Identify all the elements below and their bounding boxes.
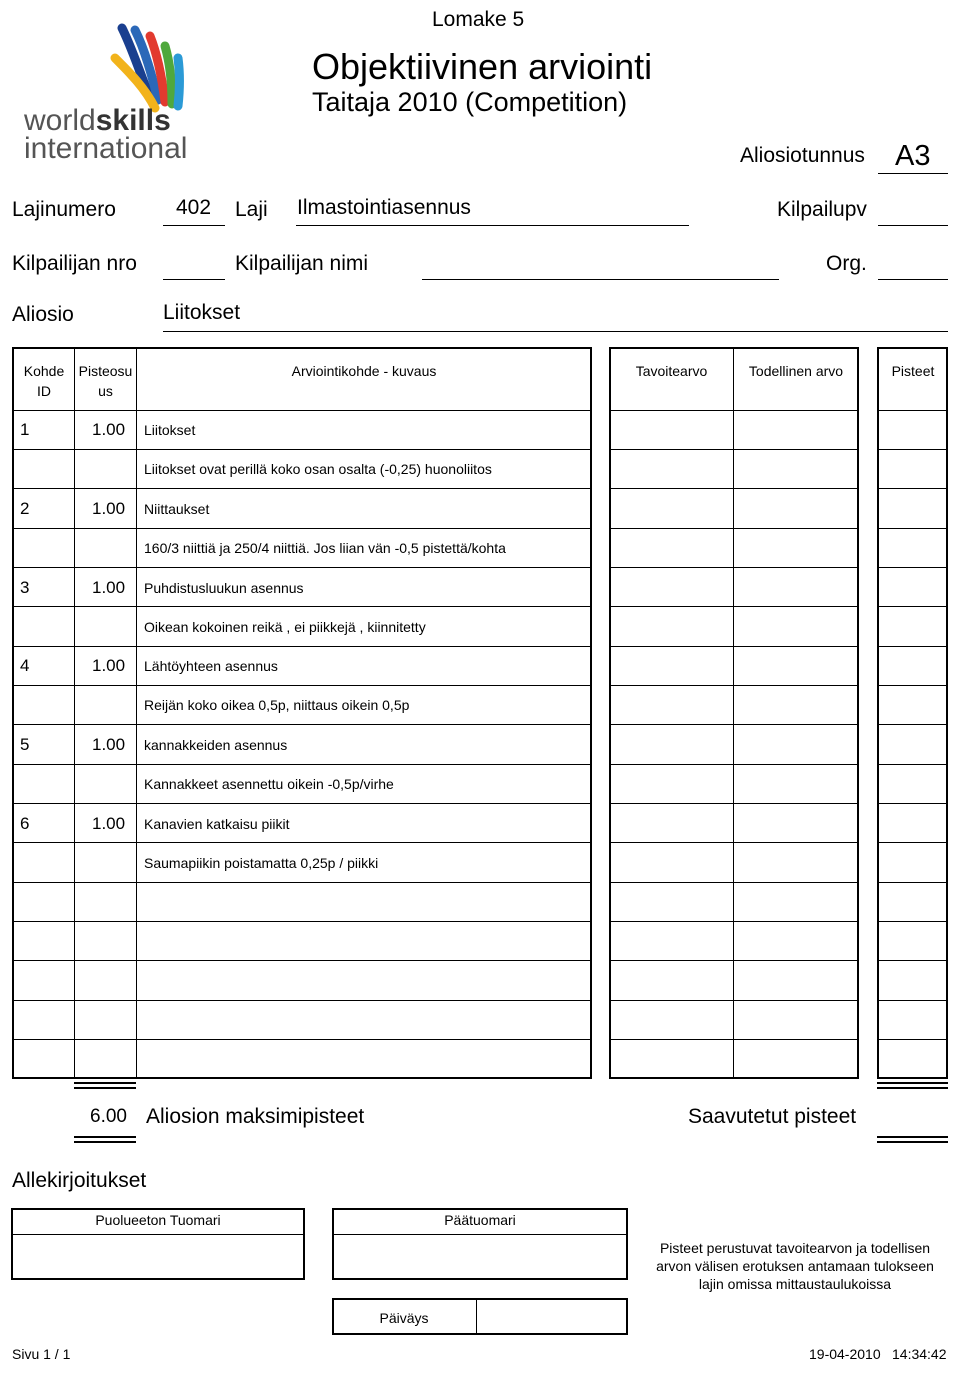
- row-detail: Kannakkeet asennettu oikein -0,5p/virhe: [144, 776, 394, 792]
- table-row-line: [12, 410, 592, 411]
- table-row-line: [877, 724, 948, 725]
- aliosio-value: Liitokset: [163, 301, 241, 324]
- table-row-line: [877, 803, 948, 804]
- worldskills-logo: [20, 18, 200, 168]
- table-row-line: [12, 724, 592, 725]
- table-row-line: [609, 567, 859, 568]
- table-row-line: [609, 1000, 859, 1001]
- form-number: Lomake 5: [432, 8, 525, 31]
- page-title: Objektiivinen arviointi: [312, 46, 653, 87]
- table-row-line: [12, 882, 592, 883]
- table-row-line: [609, 528, 859, 529]
- table-row-line: [877, 764, 948, 765]
- chief-judge-label: Päätuomari: [444, 1212, 516, 1228]
- table-row-line: [877, 960, 948, 961]
- table-row-line: [877, 449, 948, 450]
- table-row-line: [877, 882, 948, 883]
- table-row-line: [877, 646, 948, 647]
- row-points: 1.00: [92, 656, 126, 675]
- table-row-line: [609, 803, 859, 804]
- row-title: Niittaukset: [144, 501, 210, 517]
- table-row-line: [609, 960, 859, 961]
- header-description: Arviointikohde - kuvaus: [291, 363, 437, 379]
- table-row-line: [609, 1039, 859, 1040]
- table-row-line: [12, 1000, 592, 1001]
- kilpailupv-label: Kilpailupv: [777, 198, 867, 221]
- row-title: Puhdistusluukun asennus: [144, 580, 304, 596]
- row-title: Kanavien katkaisu piikit: [144, 816, 290, 832]
- max-total-top-rule: [74, 1082, 136, 1089]
- table-row-line: [12, 646, 592, 647]
- kilpailupv-line[interactable]: [878, 225, 948, 226]
- laji-label: Laji: [235, 198, 268, 221]
- lajinumero-line: [163, 225, 225, 226]
- table-row-line: [877, 528, 948, 529]
- kilpailijan-nimi-label: Kilpailijan nimi: [235, 252, 369, 275]
- table-row-line: [609, 488, 859, 489]
- table-row-line: [609, 882, 859, 883]
- table-row-line: [12, 685, 592, 686]
- org-line[interactable]: [878, 279, 948, 280]
- row-id: 3: [20, 578, 30, 597]
- laji-line: [296, 225, 689, 226]
- table-row-line: [877, 842, 948, 843]
- kilpailijan-nro-label: Kilpailijan nro: [12, 252, 137, 275]
- row-title: Lähtöyhteen asennus: [144, 658, 278, 674]
- table-row-line: [12, 528, 592, 529]
- table-row-line: [12, 488, 592, 489]
- achieved-points-field[interactable]: [877, 1136, 948, 1143]
- page-subtitle: Taitaja 2010 (Competition): [312, 87, 628, 117]
- max-total-bottom-rule: [74, 1136, 136, 1143]
- table-row-line: [877, 567, 948, 568]
- table-row-line: [609, 410, 859, 411]
- row-detail: Oikean kokoinen reikä , ei piikkejä , kiinnitetty: [144, 619, 426, 635]
- aliosio-label: Aliosio: [12, 303, 74, 326]
- table-row-line: [877, 1039, 948, 1040]
- footer-date: 19-04-2010: [809, 1346, 881, 1362]
- achieved-top-rule: [877, 1082, 948, 1089]
- row-id: 5: [20, 735, 30, 754]
- row-detail: Reijän koko oikea 0,5p, niittaus oikein 0,5p: [144, 697, 410, 713]
- table-row-line: [12, 803, 592, 804]
- table-row-line: [877, 606, 948, 607]
- row-id: 2: [20, 499, 30, 518]
- aliosiotunnus-line: [878, 173, 948, 174]
- assessment-table-main: [12, 347, 592, 1079]
- logo-text-2: international: [24, 132, 188, 165]
- row-points: 1.00: [92, 420, 126, 439]
- table-row-line: [609, 646, 859, 647]
- row-detail: Liitokset ovat perillä koko osan osalta (-0,25) huonoliitos: [144, 461, 492, 477]
- aliosiotunnus-value: A3: [895, 140, 931, 172]
- table-row-line: [609, 842, 859, 843]
- row-id: 1: [20, 420, 30, 439]
- page-number: Sivu 1 / 1: [12, 1346, 71, 1362]
- table-row-line: [609, 724, 859, 725]
- laji-value: Ilmastointiasennus: [297, 196, 471, 219]
- table-row-line: [12, 567, 592, 568]
- logo-graphic: [20, 18, 200, 168]
- date-label: Päiväys: [379, 1310, 429, 1326]
- header-actual: Todellinen arvo: [748, 363, 844, 379]
- row-id: 6: [20, 814, 30, 833]
- table-row-line: [609, 606, 859, 607]
- note-line-2: arvon välisen erotuksen antamaan tulokseen: [656, 1258, 934, 1274]
- header-id: ID: [37, 383, 51, 399]
- row-points: 1.00: [92, 735, 126, 754]
- header-kohde: Kohde: [23, 363, 65, 379]
- table-row-line: [609, 764, 859, 765]
- table-row-line: [609, 921, 859, 922]
- aliosiotunnus-label: Aliosiotunnus: [740, 144, 865, 167]
- max-points-label: Aliosion maksimipisteet: [146, 1105, 365, 1128]
- row-points: 1.00: [92, 814, 126, 833]
- table-row-line: [877, 488, 948, 489]
- row-title: kannakkeiden asennus: [144, 737, 288, 753]
- row-detail: Saumapiikin poistamatta 0,25p / piikki: [144, 855, 379, 871]
- row-title: Liitokset: [144, 422, 196, 438]
- impartial-judge-label: Puolueeton Tuomari: [95, 1212, 221, 1228]
- table-row-line: [12, 764, 592, 765]
- achieved-points-label: Saavutetut pisteet: [688, 1105, 857, 1128]
- table-row-line: [877, 921, 948, 922]
- max-points-value: 6.00: [90, 1106, 127, 1127]
- org-label: Org.: [826, 252, 867, 275]
- row-detail: 160/3 niittiä ja 250/4 niittiä. Jos liian vän -0,5 pistettä/kohta: [144, 540, 506, 556]
- table-row-line: [877, 410, 948, 411]
- table-row-line: [877, 685, 948, 686]
- table-row-line: [12, 842, 592, 843]
- signatures-heading: Allekirjoitukset: [12, 1169, 147, 1192]
- table-row-line: [12, 960, 592, 961]
- aliosio-line: [163, 331, 948, 332]
- header-pisteosuus-2: us: [98, 383, 113, 399]
- kilpailijan-nro-line[interactable]: [163, 279, 225, 280]
- table-row-line: [609, 685, 859, 686]
- lajinumero-label: Lajinumero: [12, 198, 116, 221]
- table-row-line: [12, 449, 592, 450]
- logo-text-1: worldskills: [24, 104, 171, 137]
- table-row-line: [877, 1000, 948, 1001]
- table-row-line: [12, 921, 592, 922]
- assessment-table-score: [877, 347, 948, 1079]
- table-row-line: [609, 449, 859, 450]
- table-row-line: [12, 606, 592, 607]
- note-line-3: lajin omissa mittaustaulukoissa: [698, 1276, 892, 1292]
- header-pisteosuus-1: Pisteosu: [78, 363, 133, 379]
- assessment-table-values: [609, 347, 859, 1079]
- note-line-1: Pisteet perustuvat tavoitearvon ja todellisen: [659, 1240, 931, 1256]
- header-score: Pisteet: [891, 363, 935, 379]
- header-target: Tavoitearvo: [635, 363, 708, 379]
- footer-time: 14:34:42: [892, 1346, 947, 1362]
- table-row-line: [12, 1039, 592, 1040]
- row-points: 1.00: [92, 578, 126, 597]
- lajinumero-value: 402: [176, 196, 212, 219]
- kilpailijan-nimi-line[interactable]: [422, 279, 779, 280]
- row-id: 4: [20, 656, 30, 675]
- row-points: 1.00: [92, 499, 126, 518]
